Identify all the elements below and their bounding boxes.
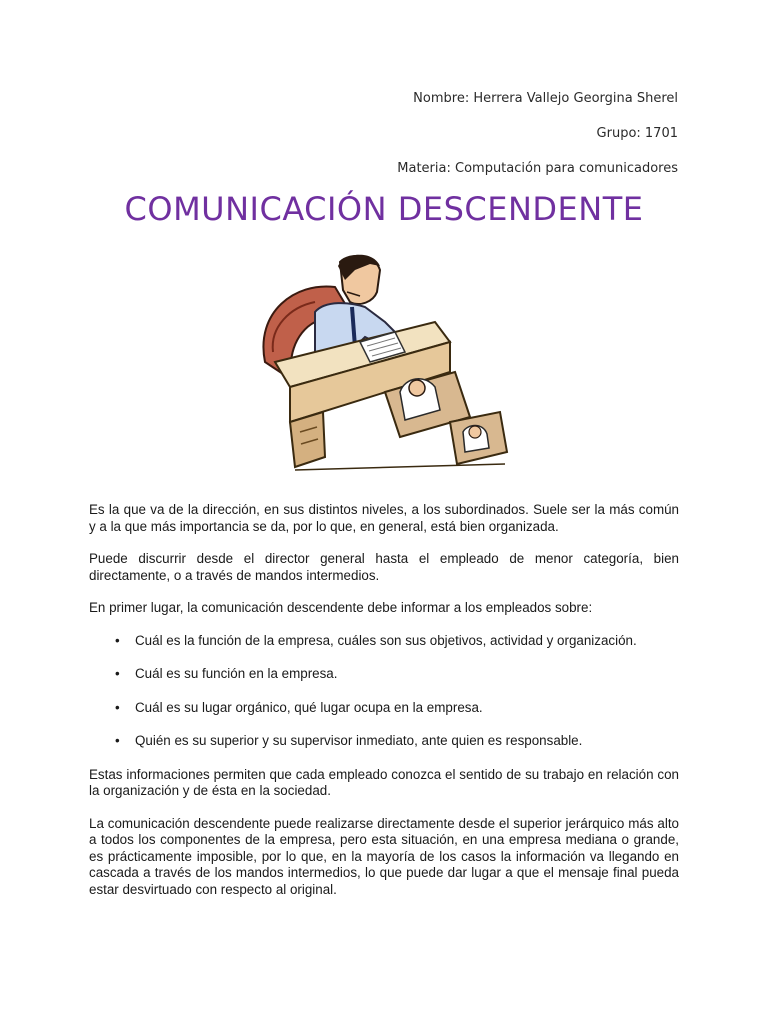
- list-item: [89, 666, 679, 683]
- boss-desk-illustration: [255, 252, 513, 484]
- bullet-list: [89, 633, 679, 750]
- list-item-text: Quién es su superior y su supervisor inmediato, ante quien es responsable.: [135, 733, 583, 748]
- group-number: Grupo: 1701: [596, 126, 678, 141]
- paragraph: La comunicación descendente puede realizarse directamente desde el superior jerárquico más alto a todos los componentes de la empresa, pero esta situación, en una empresa mediana o grande, es prácticamente imposible, por lo que, en la mayoría de los casos la información va llegando en cascada a través de los mandos intermedios, lo que puede dar lugar a que el mensaje final pueda estar desvirtuado con respecto al original.: [89, 815, 679, 897]
- paragraph: En primer lugar, la comunicación descendente debe informar a los empleados sobre:: [89, 600, 593, 615]
- student-name: Nombre: Herrera Vallejo Georgina Sherel: [413, 91, 678, 106]
- list-item: [89, 733, 679, 750]
- bullet-icon: •: [115, 632, 120, 648]
- paragraph: Es la que va de la dirección, en sus distintos niveles, a los subordinados. Suele ser la más común y a la que más importancia se da, por lo que, en general, está bien organizada.: [89, 502, 679, 534]
- paragraph: Puede discurrir desde el director general hasta el empleado de menor categoría, bien directamente, o a través de mandos intermedios.: [89, 551, 679, 583]
- list-item: [89, 700, 679, 717]
- bullet-icon: •: [115, 666, 120, 681]
- list-item-text: Cuál es su función en la empresa.: [135, 666, 338, 681]
- document-title: COMUNICACIÓN DESCENDENTE: [124, 190, 644, 228]
- body-text: [89, 502, 679, 914]
- subject-name: Materia: Computación para comunicadores: [397, 161, 678, 176]
- bullet-icon: •: [115, 733, 120, 748]
- list-item-text: Cuál es su lugar orgánico, qué lugar ocupa en la empresa.: [135, 699, 483, 715]
- header-block: [397, 88, 678, 193]
- paragraph: Estas informaciones permiten que cada empleado conozca el sentido de su trabajo en relación con la organización y de ésta en la sociedad.: [89, 766, 679, 798]
- list-item: [89, 633, 679, 650]
- bullet-icon: •: [115, 699, 120, 715]
- list-item-text: Cuál es la función de la empresa, cuáles son sus objetivos, actividad y organización.: [135, 632, 637, 648]
